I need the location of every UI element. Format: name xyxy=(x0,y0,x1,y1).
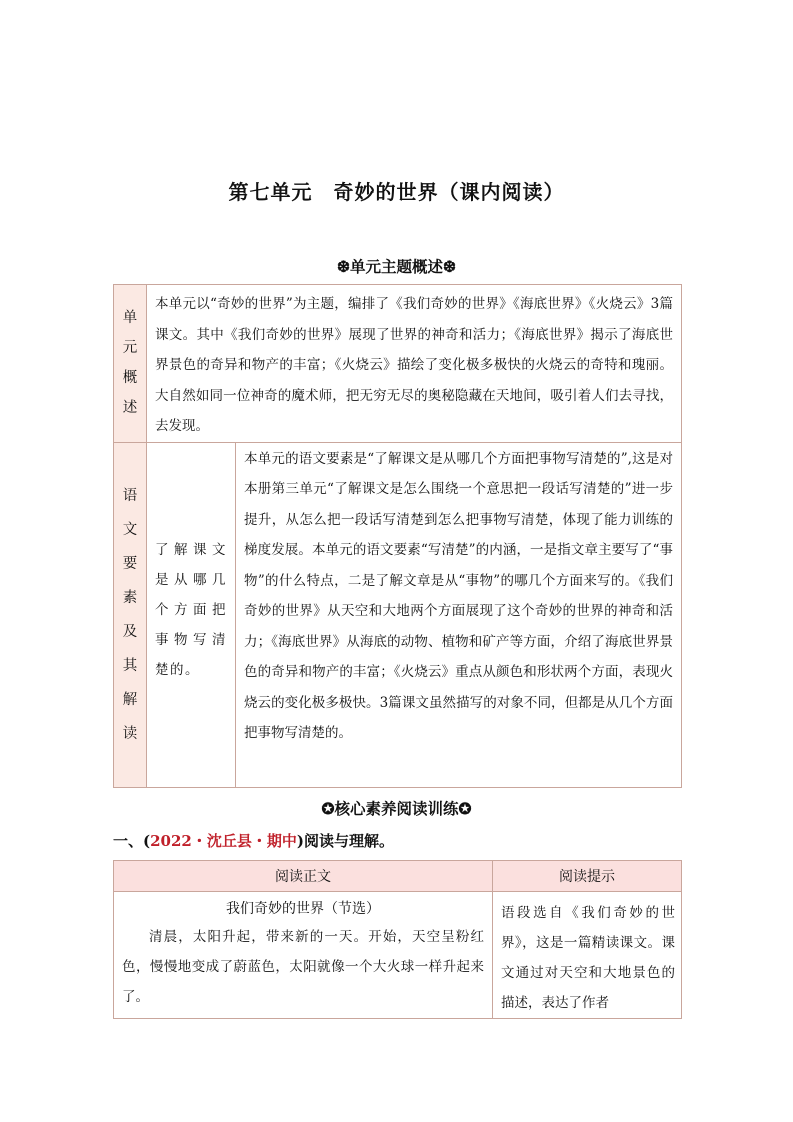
reading-body-row xyxy=(114,892,682,1019)
overview-text-cell xyxy=(147,285,682,443)
question-number: 一、( xyxy=(113,832,151,850)
question-source: 2022・沈丘县・期中 xyxy=(150,832,297,850)
reading-col-header: 阅读正文 xyxy=(114,861,493,892)
passage-text: 清晨，太阳升起，带来新的一天。开始，天空呈粉红色，慢慢地变成了蔚蓝色，太阳就像一个大火球一样升起来了。 xyxy=(122,929,484,1005)
elements-middle-text: 了解课文是从哪几个方面把事物写清楚的。 xyxy=(155,541,227,678)
question-instruction: )阅读与理解。 xyxy=(296,832,394,850)
elements-text: 本单元的语文要素是“了解课文是从哪几个方面把事物写清楚的”,这是对本册第三单元“了解课文是怎么围绕一个意思把一段话写清楚的”进一步提升，从怎么把一段话写清楚到怎么把事物写清楚，体现了能力训练的梯度发展。本单元的语文要素“写清楚”的内涵，一是指文章主要写了“事物”的什么特点，二是了解文章是从“事物”的哪几个方面来写的。《我们奇妙的世界》从天空和大地两个方面展现了这个奇妙的世界的神奇和活力；《海底世界》从海底的动物、植物和矿产等方面，介绍了海底世界景色的奇异和物产的丰富；《火烧云》重点从颜色和形状两个方面，表现火烧云的变化极多极快。3篇课文虽然描写的对象不同，但都是从几个方面把事物写清楚的。 xyxy=(244,450,673,741)
overview-text: 本单元以“奇妙的世界”为主题，编排了《我们奇妙的世界》《海底世界》《火烧云》3篇课文。其中《我们奇妙的世界》展现了世界的神奇和活力；《海底世界》揭示了海底世界景色的奇异和物产的丰富；《火烧云》描绘了变化极多极快的火烧云的奇特和瑰丽。大自然如同一位神奇的魔术师，把无穷无尽的奥秘隐藏在天地间，吸引着人们去寻找，去发现。 xyxy=(155,296,673,434)
training-heading: ✪核心素养阅读训练✪ xyxy=(321,799,472,818)
overview-table xyxy=(113,284,682,788)
elements-label-cell xyxy=(114,442,147,787)
overview-row xyxy=(114,285,682,443)
elements-text-cell xyxy=(236,442,682,787)
hint-text: 语段选自《我们奇妙的世界》，这是一篇精读课文。课文通过对天空和大地景色的描述，表达了作者 xyxy=(501,905,675,1011)
overview-label-cell xyxy=(114,285,147,443)
hint-col-header: 阅读提示 xyxy=(493,861,682,892)
overview-label: 单元概述 xyxy=(122,310,138,417)
elements-label: 语文要素及其解读 xyxy=(122,487,138,742)
reading-table xyxy=(113,860,682,1019)
elements-middle-cell xyxy=(147,442,236,787)
page-title: 第七单元 奇妙的世界（课内阅读） xyxy=(228,180,565,204)
passage-title: 我们奇妙的世界（节选） xyxy=(226,901,380,917)
reading-header-row xyxy=(114,861,682,892)
hint-cell xyxy=(493,892,682,1019)
question-heading xyxy=(113,830,394,851)
overview-heading: ❆单元主题概述❆ xyxy=(337,257,456,276)
passage-cell xyxy=(114,892,493,1019)
elements-row xyxy=(114,442,682,787)
